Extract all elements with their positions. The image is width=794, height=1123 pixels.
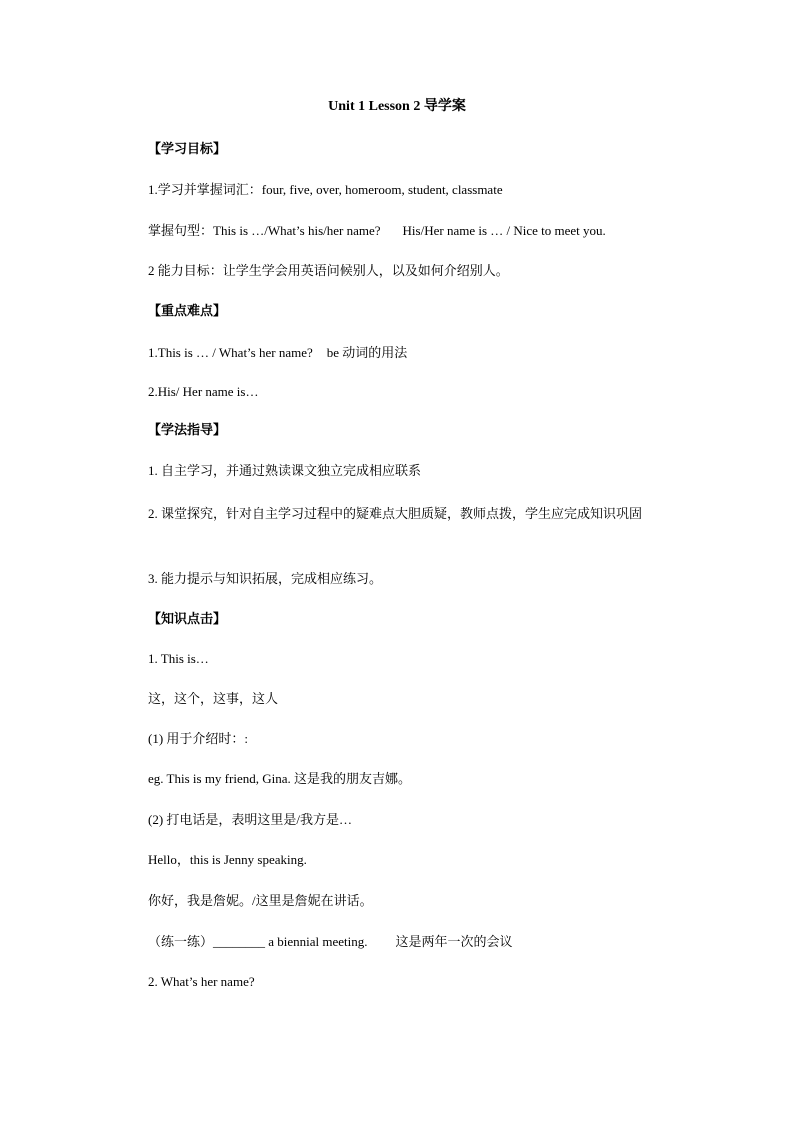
exercise-translation: 这是两年一次的会议 — [395, 934, 513, 949]
section-heading-goals: 【学习目标】 — [148, 142, 227, 157]
knowledge-line-9: 2. What’s her name? — [148, 974, 255, 989]
knowledge-line-1: 1. This is… — [148, 651, 209, 666]
section-heading-knowledge: 【知识点击】 — [148, 612, 227, 627]
key-points-line-2: 2.His/ Her name is… — [148, 384, 259, 399]
knowledge-line-8 — [148, 932, 734, 952]
key-points-line-1-part-a: 1.This is … / What’s her name? — [148, 345, 313, 360]
page-title: Unit 1 Lesson 2 导学案 — [328, 99, 466, 114]
goals-line-3: 2 能力目标：让学生学会用英语问候别人，以及如何介绍别人。 — [148, 263, 509, 278]
knowledge-line-4: eg. This is my friend, Gina. 这是我的朋友吉娜。 — [148, 771, 411, 786]
section-heading-key-points: 【重点难点】 — [148, 304, 227, 319]
section-heading-method: 【学法指导】 — [148, 423, 227, 438]
key-points-line-1-part-b: be 动词的用法 — [326, 345, 408, 360]
knowledge-line-5: (2) 打电话是，表明这里是/我方是… — [148, 812, 353, 827]
knowledge-line-7: 你好，我是詹妮。/这里是詹妮在讲话。 — [148, 893, 373, 908]
exercise-prompt: （练一练）________ a biennial meeting. — [148, 934, 368, 949]
knowledge-line-2: 这，这个，这事，这人 — [148, 691, 279, 706]
goals-line-2 — [148, 221, 734, 241]
goals-line-1: 1.学习并掌握词汇：four, five, over, homeroom, student, classmate — [148, 182, 503, 197]
method-line-2: 2. 课堂探究，针对自主学习过程中的疑难点大胆质疑，教师点拨，学生应完成知识巩固 — [148, 506, 643, 521]
goals-line-2-part-b: His/Her name is … / Nice to meet you. — [402, 223, 606, 238]
goals-line-2-part-a: 掌握句型：This is …/What’s his/her name? — [148, 223, 381, 238]
method-line-1: 1. 自主学习，并通过熟读课文独立完成相应联系 — [148, 463, 422, 478]
knowledge-line-3: (1) 用于介绍时：: — [148, 731, 249, 746]
knowledge-line-6: Hello，this is Jenny speaking. — [148, 852, 307, 867]
method-line-3: 3. 能力提示与知识拓展，完成相应练习。 — [148, 571, 383, 586]
key-points-line-1 — [148, 343, 734, 363]
